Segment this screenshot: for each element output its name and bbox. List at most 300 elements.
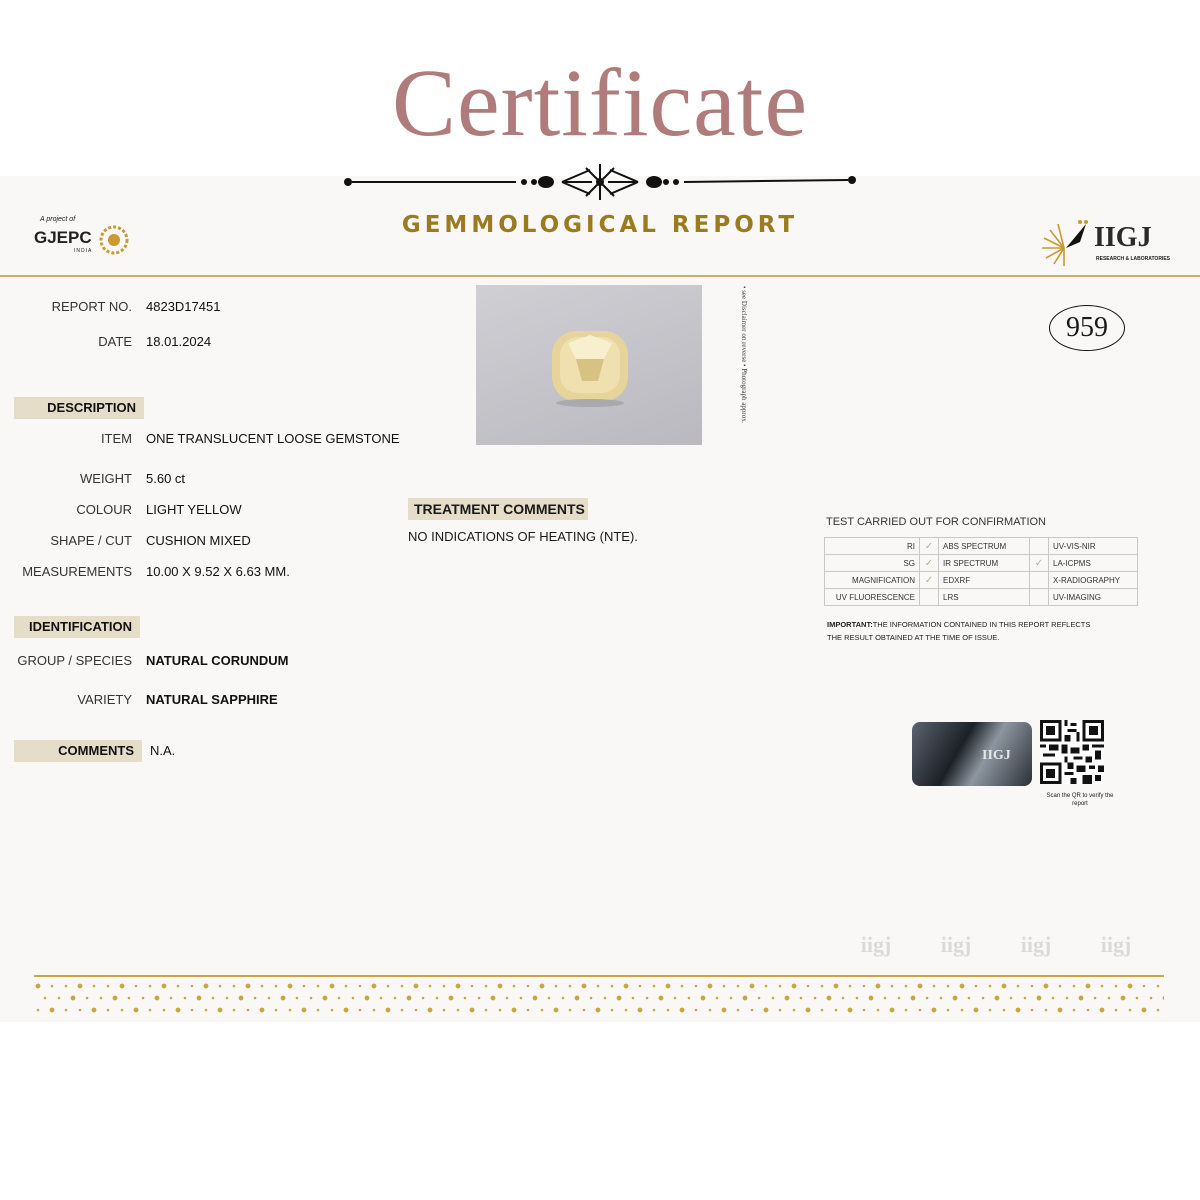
test-cell: IR SPECTRUM: [939, 555, 1030, 572]
border-dot: [1031, 1009, 1034, 1012]
border-dot: [120, 984, 125, 989]
test-cell: LA-ICPMS: [1049, 555, 1138, 572]
watermark: iigj: [1100, 932, 1132, 957]
border-dot: [79, 1009, 82, 1012]
test-cell: ABS SPECTRUM: [939, 538, 1030, 555]
border-dot: [680, 1008, 685, 1013]
border-dot: [1044, 984, 1049, 989]
border-dot: [415, 1009, 418, 1012]
border-dot: [113, 996, 118, 1001]
border-dot: [317, 1009, 320, 1012]
border-dot: [212, 997, 215, 1000]
border-dot: [268, 997, 271, 1000]
border-dot: [275, 985, 278, 988]
test-cell: X-RADIOGRAPHY: [1049, 572, 1138, 589]
border-dot: [422, 997, 425, 1000]
border-dot: [44, 997, 47, 1000]
border-dot: [1010, 997, 1013, 1000]
table-row: [825, 572, 1138, 589]
border-dot: [1017, 985, 1020, 988]
border-dot: [898, 997, 901, 1000]
border-dot: [317, 985, 320, 988]
border-dot: [821, 985, 824, 988]
watermark: iigj: [1020, 932, 1052, 957]
border-dot: [695, 1009, 698, 1012]
border-dot: [365, 996, 370, 1001]
border-dot: [100, 997, 103, 1000]
border-dot: [1094, 997, 1097, 1000]
border-dot: [918, 984, 923, 989]
variety-label: VARIETY: [77, 692, 132, 707]
border-dot: [37, 1009, 40, 1012]
border-dot: [800, 997, 803, 1000]
border-dot: [527, 985, 530, 988]
border-dot: [310, 997, 313, 1000]
border-dot: [478, 997, 481, 1000]
photo-disclaimer-text: • see Disclaimer on reverse • Photograph approx.: [740, 286, 748, 424]
border-dot: [170, 997, 173, 1000]
border-dot: [681, 985, 684, 988]
border-dot: [247, 1009, 250, 1012]
border-dot: [848, 1008, 853, 1013]
border-dot: [743, 996, 748, 1001]
border-dot: [758, 997, 761, 1000]
border-dot: [1150, 997, 1153, 1000]
decorative-border: [34, 972, 1164, 1020]
border-dot: [876, 984, 881, 989]
border-dot: [1031, 985, 1034, 988]
border-dot: [960, 984, 965, 989]
border-dot: [709, 1009, 712, 1012]
border-dot: [218, 1008, 223, 1013]
border-dot: [863, 1009, 866, 1012]
border-dot: [750, 984, 755, 989]
border-dot: [793, 1009, 796, 1012]
border-dot: [890, 1008, 895, 1013]
border-dot: [582, 984, 587, 989]
important-note: [827, 618, 1107, 644]
border-dot: [541, 1009, 544, 1012]
border-dot: [330, 984, 335, 989]
border-dot: [1121, 996, 1126, 1001]
border-dot: [107, 985, 110, 988]
gjepc-tagline: A project of: [40, 216, 76, 223]
border-dot: [443, 1009, 446, 1012]
border-dot: [863, 985, 866, 988]
border-dot: [155, 996, 160, 1001]
check-icon: [1030, 589, 1049, 606]
border-dot: [554, 1008, 559, 1013]
border-dot: [429, 985, 432, 988]
border-dot: [275, 1009, 278, 1012]
border-dot: [331, 1009, 334, 1012]
iigj-starburst-icon: [1040, 218, 1092, 266]
important-label: IMPORTANT:: [827, 620, 873, 629]
report-no-label: REPORT NO.: [51, 299, 132, 314]
border-dot: [1136, 997, 1139, 1000]
border-dot: [394, 997, 397, 1000]
border-dot: [512, 1008, 517, 1013]
border-dot: [1142, 1008, 1147, 1013]
border-dot: [1002, 984, 1007, 989]
border-dot: [821, 1009, 824, 1012]
border-dot: [590, 997, 593, 1000]
border-dot: [204, 984, 209, 989]
check-icon: [920, 589, 939, 606]
border-dot: [233, 985, 236, 988]
border-dot: [842, 997, 845, 1000]
border-dot: [611, 985, 614, 988]
important-text: THE INFORMATION CONTAINED IN THIS REPORT REFLECTS THE RESULT OBTAINED AT THE TIME OF ISSUE.: [827, 620, 1091, 642]
border-dot: [464, 997, 467, 1000]
border-dot: [281, 996, 286, 1001]
border-dot: [1073, 1009, 1076, 1012]
qr-caption: Scan the QR to verify the report: [1046, 793, 1114, 807]
border-dot: [352, 997, 355, 1000]
border-dot: [625, 1009, 628, 1012]
check-icon: ✓: [920, 555, 939, 572]
border-dot: [849, 985, 852, 988]
border-dot: [1073, 985, 1076, 988]
border-dot: [779, 985, 782, 988]
border-dot: [639, 985, 642, 988]
gemstone-photo: [476, 285, 702, 445]
border-dot: [905, 985, 908, 988]
border-dot: [961, 1009, 964, 1012]
border-dot: [814, 997, 817, 1000]
gemstone-image: [476, 285, 702, 445]
border-dot: [1052, 997, 1055, 1000]
gjepc-country: INDIA: [74, 248, 93, 254]
border-dot: [792, 984, 797, 989]
border-dot: [722, 1008, 727, 1013]
border-dot: [1059, 985, 1062, 988]
test-cell: LRS: [939, 589, 1030, 606]
table-row: [825, 555, 1138, 572]
border-dot: [142, 997, 145, 1000]
border-dot: [162, 984, 167, 989]
border-dot: [659, 996, 664, 1001]
border-dot: [219, 985, 222, 988]
border-dot: [555, 985, 558, 988]
border-dot: [716, 997, 719, 1000]
measurements-value: 10.00 X 9.52 X 6.63 MM.: [146, 564, 290, 579]
border-dot: [751, 1009, 754, 1012]
border-dot: [905, 1009, 908, 1012]
border-dot: [254, 997, 257, 1000]
border-dot: [71, 996, 76, 1001]
measurements-label: MEASUREMENTS: [22, 564, 132, 579]
border-dot: [456, 984, 461, 989]
border-dot: [569, 985, 572, 988]
gjepc-emblem-icon: [96, 224, 132, 256]
border-dot: [471, 985, 474, 988]
border-dot: [575, 996, 580, 1001]
border-dot: [149, 1009, 152, 1012]
border-dot: [974, 1008, 979, 1013]
report-badge: 959: [1049, 305, 1125, 351]
border-dot: [1129, 1009, 1132, 1012]
border-dot: [953, 996, 958, 1001]
border-dot: [359, 1009, 362, 1012]
border-dot: [436, 997, 439, 1000]
border-dot: [666, 984, 671, 989]
border-dot: [1108, 997, 1111, 1000]
check-icon: ✓: [1030, 555, 1049, 572]
border-dot: [533, 996, 538, 1001]
border-dot: [919, 1009, 922, 1012]
border-dot: [1087, 1009, 1090, 1012]
border-dot: [638, 1008, 643, 1013]
border-dot: [624, 984, 629, 989]
border-dot: [785, 996, 790, 1001]
border-dot: [877, 1009, 880, 1012]
border-dot: [940, 997, 943, 1000]
border-dot: [932, 1008, 937, 1013]
watermark-strip: [836, 932, 1176, 964]
border-dot: [387, 985, 390, 988]
border-dot: [947, 985, 950, 988]
border-dot: [540, 984, 545, 989]
border-dot: [667, 1009, 670, 1012]
group-label: GROUP / SPECIES: [17, 653, 132, 668]
group-value: NATURAL CORUNDUM: [146, 653, 289, 668]
border-dot: [289, 1009, 292, 1012]
hologram-text: IIGJ: [982, 748, 1011, 763]
border-dot: [975, 985, 978, 988]
border-dot: [260, 1008, 265, 1013]
weight-label: WEIGHT: [80, 471, 132, 486]
border-dot: [1163, 996, 1164, 1001]
border-dot: [323, 996, 328, 1001]
ornament-divider: [340, 160, 860, 206]
border-dot: [730, 997, 733, 1000]
border-dot: [372, 984, 377, 989]
border-dot: [135, 985, 138, 988]
border-dot: [856, 997, 859, 1000]
border-dot: [674, 997, 677, 1000]
border-dot: [36, 984, 41, 989]
border-dot: [261, 985, 264, 988]
border-dot: [51, 985, 54, 988]
border-dot: [597, 985, 600, 988]
border-dot: [548, 997, 551, 1000]
border-dot: [1003, 1009, 1006, 1012]
iigj-subtitle: RESEARCH & LABORATORIES: [1096, 256, 1170, 262]
border-dot: [485, 985, 488, 988]
border-dot: [121, 1009, 124, 1012]
check-icon: ✓: [920, 538, 939, 555]
border-dot: [884, 997, 887, 1000]
border-dot: [1101, 985, 1104, 988]
border-dot: [191, 1009, 194, 1012]
border-dot: [1115, 1009, 1118, 1012]
photo-disclaimer: [738, 286, 748, 446]
iigj-logo: [1040, 214, 1180, 274]
border-dot: [163, 1009, 166, 1012]
tests-table: [824, 537, 1138, 606]
border-dot: [989, 1009, 992, 1012]
comments-value: N.A.: [150, 743, 176, 758]
border-dot: [58, 997, 61, 1000]
border-dot: [485, 1009, 488, 1012]
border-dot: [737, 1009, 740, 1012]
border-dot: [596, 1008, 601, 1013]
check-icon: ✓: [920, 572, 939, 589]
border-dot: [807, 985, 810, 988]
border-dot: [345, 985, 348, 988]
border-dot: [1157, 985, 1160, 988]
test-cell: UV-VIS-NIR: [1049, 538, 1138, 555]
iigj-name: IIGJ: [1094, 222, 1152, 253]
border-dot: [93, 985, 96, 988]
border-dot: [197, 996, 202, 1001]
border-dot: [302, 1008, 307, 1013]
certificate-title: Certificate: [391, 49, 809, 156]
border-dot: [527, 1009, 530, 1012]
border-dot: [701, 996, 706, 1001]
border-dot: [149, 985, 152, 988]
border-dot: [779, 1009, 782, 1012]
report-heading: GEMMOLOGICAL REPORT: [401, 212, 799, 238]
item-value: ONE TRANSLUCENT LOOSE GEMSTONE: [146, 431, 400, 446]
shape-value: CUSHION MIXED: [146, 533, 251, 548]
border-dot: [933, 985, 936, 988]
border-dot: [1079, 996, 1084, 1001]
border-dot: [359, 985, 362, 988]
border-dot: [891, 985, 894, 988]
border-dot: [806, 1008, 811, 1013]
test-cell: EDXRF: [939, 572, 1030, 589]
border-dot: [869, 996, 874, 1001]
border-dot: [632, 997, 635, 1000]
border-dot: [911, 996, 916, 1001]
test-cell: UV FLUORESCENCE: [825, 589, 920, 606]
border-dot: [1016, 1008, 1021, 1013]
border-dot: [401, 1009, 404, 1012]
border-dot: [506, 997, 509, 1000]
border-dot: [78, 984, 83, 989]
date-value: 18.01.2024: [146, 334, 212, 349]
border-dot: [772, 997, 775, 1000]
check-icon: [1030, 538, 1049, 555]
border-dot: [646, 997, 649, 1000]
border-dot: [233, 1009, 236, 1012]
border-dot: [176, 1008, 181, 1013]
border-dot: [428, 1008, 433, 1013]
variety-value: NATURAL SAPPHIRE: [146, 692, 278, 707]
border-dot: [226, 997, 229, 1000]
table-row: [825, 538, 1138, 555]
border-dot: [764, 1008, 769, 1013]
border-dot: [303, 985, 306, 988]
border-dot: [827, 996, 832, 1001]
border-dot: [834, 984, 839, 989]
border-dot: [737, 985, 740, 988]
date-label: DATE: [98, 334, 132, 349]
border-dot: [653, 985, 656, 988]
border-dot: [1157, 1009, 1160, 1012]
border-dot: [1086, 984, 1091, 989]
border-dot: [1058, 1008, 1063, 1013]
border-dot: [1066, 997, 1069, 1000]
border-dot: [470, 1008, 475, 1013]
border-dot: [443, 985, 446, 988]
colour-label: COLOUR: [76, 502, 132, 517]
border-dot: [1100, 1008, 1105, 1013]
gjepc-name: GJEPC: [34, 228, 92, 247]
border-dot: [134, 1008, 139, 1013]
border-dot: [723, 985, 726, 988]
border-dot: [499, 1009, 502, 1012]
border-dot: [373, 1009, 376, 1012]
border-dot: [457, 1009, 460, 1012]
test-cell: SG: [825, 555, 920, 572]
border-dot: [239, 996, 244, 1001]
border-dot: [1045, 1009, 1048, 1012]
border-dot: [653, 1009, 656, 1012]
treatment-heading: TREATMENT COMMENTS: [408, 498, 588, 520]
border-dot: [92, 1008, 97, 1013]
gjepc-logo: [34, 214, 144, 258]
border-dot: [491, 996, 496, 1001]
border-dot: [1115, 985, 1118, 988]
border-dot: [344, 1008, 349, 1013]
border-dot: [296, 997, 299, 1000]
border-dot: [386, 1008, 391, 1013]
border-dot: [1128, 984, 1133, 989]
treatment-text: NO INDICATIONS OF HEATING (NTE).: [408, 529, 638, 544]
border-dot: [86, 997, 89, 1000]
border-dot: [688, 997, 691, 1000]
item-label: ITEM: [100, 431, 132, 446]
border-dot: [947, 1009, 950, 1012]
watermark: iigj: [860, 932, 892, 957]
identification-heading: IDENTIFICATION: [14, 616, 140, 638]
border-dot: [995, 996, 1000, 1001]
border-dot: [246, 984, 251, 989]
border-dot: [926, 997, 929, 1000]
colour-value: LIGHT YELLOW: [146, 502, 242, 517]
border-dot: [562, 997, 565, 1000]
border-dot: [498, 984, 503, 989]
border-dot: [520, 997, 523, 1000]
border-dot: [569, 1009, 572, 1012]
border-dot: [765, 985, 768, 988]
border-dot: [65, 1009, 68, 1012]
tests-title: TEST CARRIED OUT FOR CONFIRMATION: [826, 516, 1047, 528]
border-dot: [1037, 996, 1042, 1001]
border-dot: [611, 1009, 614, 1012]
border-dot: [1024, 997, 1027, 1000]
border-dot: [708, 984, 713, 989]
border-dot: [177, 985, 180, 988]
test-cell: RI: [825, 538, 920, 555]
border-dot: [513, 985, 516, 988]
border-dot: [982, 997, 985, 1000]
table-row: [825, 589, 1138, 606]
border-dot: [604, 997, 607, 1000]
check-icon: [1030, 572, 1049, 589]
weight-value: 5.60 ct: [146, 471, 186, 486]
qr-code[interactable]: [1040, 720, 1104, 784]
hologram-sticker: [912, 722, 1032, 786]
shape-label: SHAPE / CUT: [50, 533, 132, 548]
border-dot: [65, 985, 68, 988]
border-dot: [583, 1009, 586, 1012]
border-dot: [191, 985, 194, 988]
report-no-value: 4823D17451: [146, 299, 221, 314]
